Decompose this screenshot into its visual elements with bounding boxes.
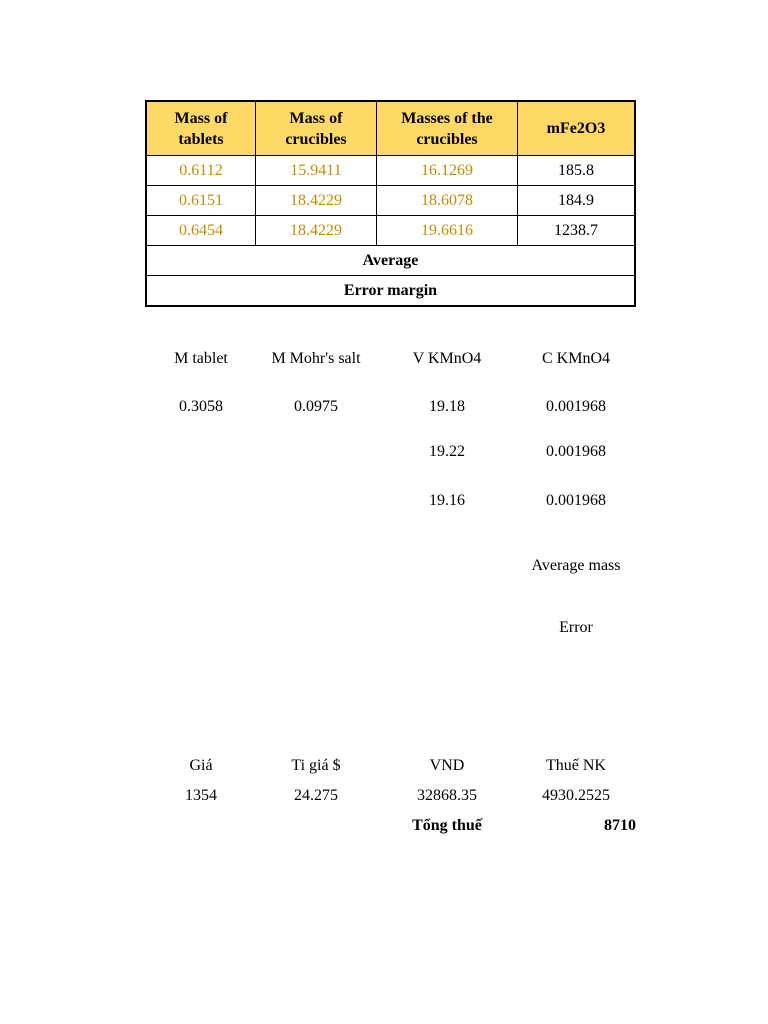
header-cell: Mass of tablets — [146, 101, 256, 156]
m-tablet-value: 0.3058 — [179, 398, 223, 415]
table-cell: 15.9411 — [256, 156, 377, 186]
total-tax-value: 8710 — [604, 817, 636, 834]
vnd-value: 32868.35 — [417, 787, 477, 804]
table-cell: 1238.7 — [518, 216, 636, 246]
m-tablet-header: M tablet — [174, 350, 228, 367]
error-margin-row — [146, 276, 635, 307]
v-kmno4-value: 19.18 — [429, 398, 465, 415]
table-cell: 0.6454 — [146, 216, 256, 246]
ti-gia-header: Ti giá $ — [291, 757, 341, 774]
total-tax-label: Tổng thuế — [412, 817, 482, 834]
table-cell: 0.6112 — [146, 156, 256, 186]
table-row — [146, 186, 635, 216]
thue-nk-header: Thuế NK — [546, 757, 606, 774]
table-cell: 0.6151 — [146, 186, 256, 216]
ti-gia-value: 24.275 — [294, 787, 338, 804]
vnd-header: VND — [429, 757, 465, 774]
table-row — [146, 216, 635, 246]
table-header-row — [146, 101, 635, 156]
header-cell: Masses of the crucibles — [377, 101, 518, 156]
gia-header: Giá — [189, 757, 213, 774]
average-mass-label: Average mass — [531, 557, 621, 574]
thue-nk-value: 4930.2525 — [542, 787, 610, 804]
c-kmno4-value: 0.001968 — [546, 398, 606, 415]
results-table — [145, 100, 636, 307]
average-label: Average — [146, 246, 635, 276]
gia-value: 1354 — [185, 787, 217, 804]
error-label: Error — [559, 619, 593, 636]
c-kmno4-value: 0.001968 — [546, 443, 606, 460]
c-kmno4-value: 0.001968 — [546, 492, 606, 509]
error-margin-label: Error margin — [146, 276, 635, 307]
table-cell: 19.6616 — [377, 216, 518, 246]
table-row — [146, 156, 635, 186]
table-cell: 18.4229 — [256, 216, 377, 246]
table-cell: 185.8 — [518, 156, 636, 186]
m-mohr-value: 0.0975 — [294, 398, 338, 415]
table-cell: 16.1269 — [377, 156, 518, 186]
v-kmno4-value: 19.22 — [429, 443, 465, 460]
header-cell: Mass of crucibles — [256, 101, 377, 156]
table-cell: 18.4229 — [256, 186, 377, 216]
v-kmno4-value: 19.16 — [429, 492, 465, 509]
average-row — [146, 246, 635, 276]
table-cell: 18.6078 — [377, 186, 518, 216]
c-kmno4-header: C KMnO4 — [541, 350, 610, 367]
v-kmno4-header: V KMnO4 — [412, 350, 482, 367]
header-cell: mFe2O3 — [518, 101, 636, 156]
m-mohr-header: M Mohr's salt — [271, 350, 361, 367]
table-cell: 184.9 — [518, 186, 636, 216]
